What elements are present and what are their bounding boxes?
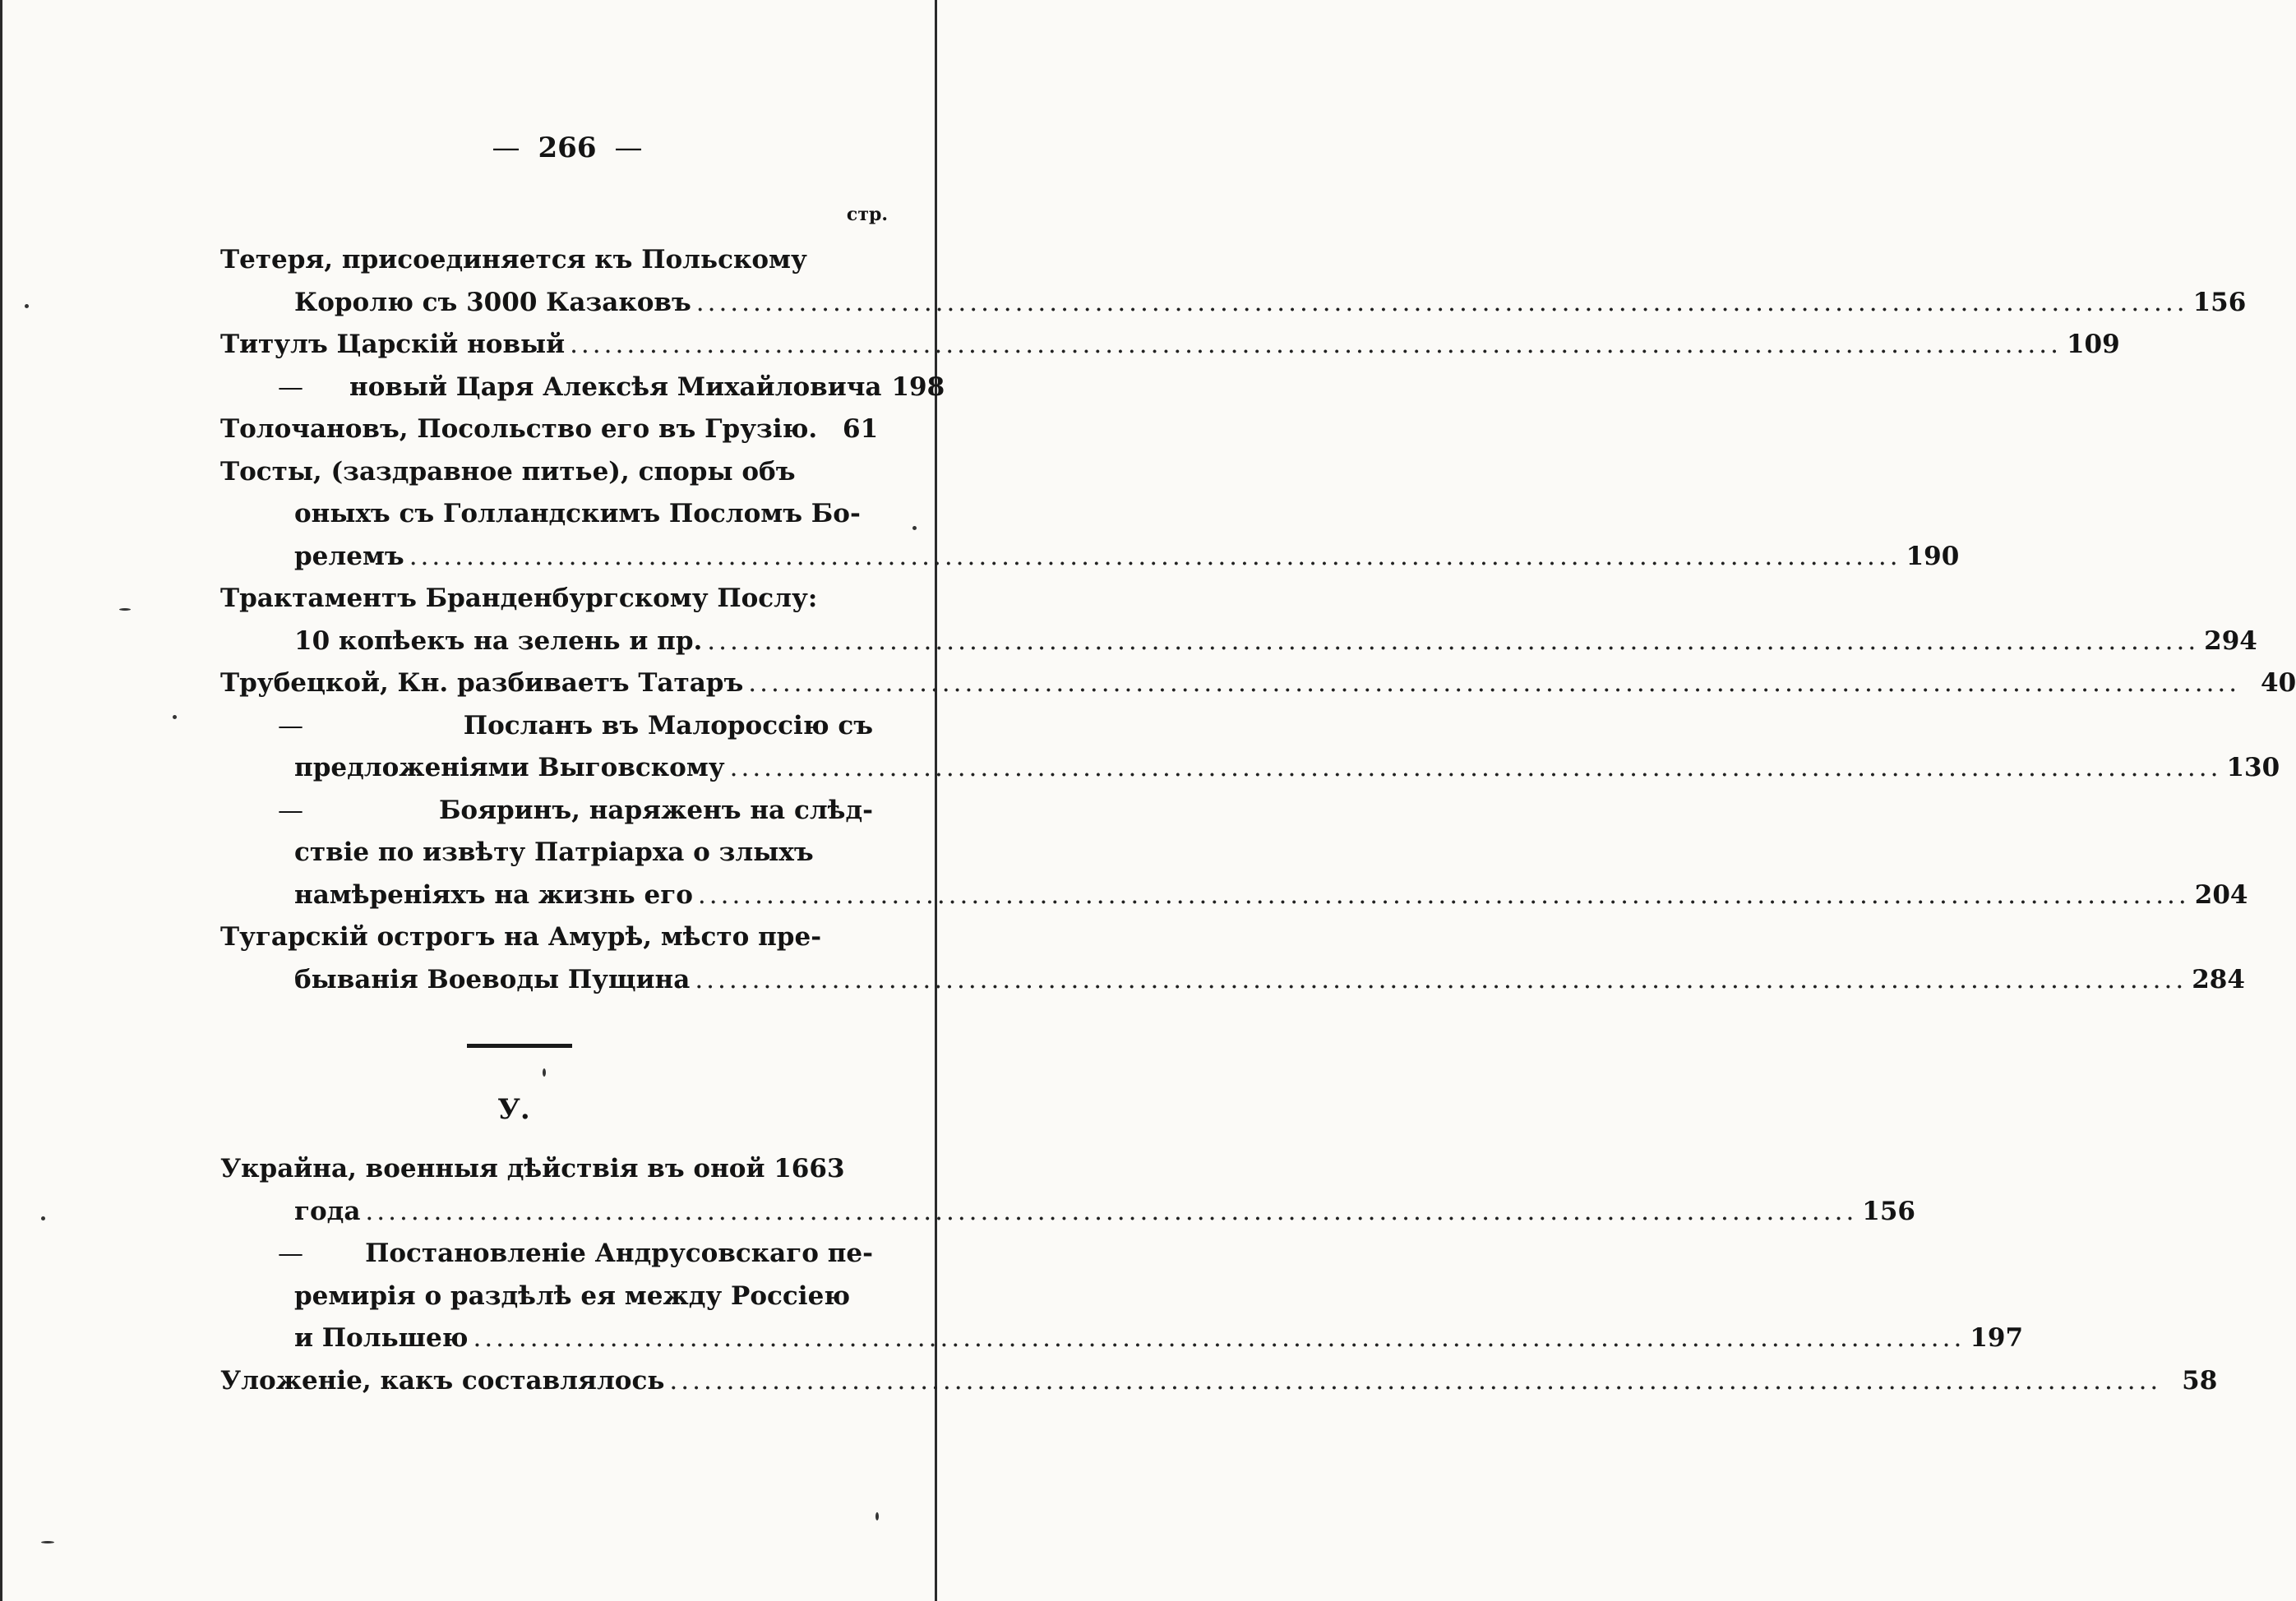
index-line [294, 620, 2257, 662]
index-line-text: Бояринъ, наряженъ на слѣд- [438, 796, 873, 825]
index-line [294, 1275, 873, 1317]
paper-speck [173, 715, 177, 719]
index-line [220, 662, 2296, 704]
page-ref: 156 [1862, 1197, 1916, 1226]
page-ref: 40 [2261, 668, 2296, 698]
index-line [278, 704, 873, 747]
page-ref: 204 [2194, 880, 2248, 910]
index-line-text: и Польшею [294, 1323, 469, 1353]
index-line-text: быванія Воеводы Пущина [294, 965, 691, 994]
page-ref: 130 [2226, 753, 2280, 782]
index-line-text: Украйна, военныя дѣйствія въ оной 1663 [220, 1154, 845, 1183]
paper-speck [912, 526, 917, 530]
page-ref: 190 [1906, 542, 1960, 571]
index-line-text: Тосты, (заздравное питье), споры объ [220, 457, 796, 487]
page-column-label: стр. [846, 204, 888, 225]
page-ref: 109 [2066, 330, 2120, 359]
index-line [294, 874, 2248, 916]
header-dash-right: — [614, 131, 643, 164]
index-line-text: Толочановъ, Посольство его въ Грузію. [220, 414, 818, 444]
section-divider [467, 1044, 572, 1048]
index-line [220, 1359, 2218, 1402]
page-ref: 61 [843, 414, 879, 444]
index-line-text: Посланъ въ Малороссію съ [463, 711, 873, 741]
dot-leader [696, 281, 2188, 324]
paper-speck [41, 1216, 45, 1220]
index-line-text: Трактаментъ Бранденбургскому Послу: [220, 584, 818, 613]
page-ref: 156 [2192, 288, 2247, 317]
ditto-dash: — [278, 1239, 303, 1268]
index-line-text: Титулъ Царскій новый [220, 330, 566, 359]
dot-leader [570, 323, 2062, 366]
dot-leader [695, 958, 2187, 1001]
dot-leader [730, 746, 2222, 789]
paper-speck [119, 608, 131, 611]
index-line [278, 366, 945, 408]
dot-leader [698, 874, 2190, 916]
dot-leader [669, 1359, 2161, 1402]
index-line [294, 1317, 2024, 1359]
index-line-text: Постановленіе Андрусовскаго пе- [365, 1239, 873, 1268]
dot-leader [748, 662, 2240, 704]
index-line-text: Королю съ 3000 Казаковъ [294, 288, 691, 317]
header-dash-left: — [492, 131, 520, 164]
index-line [278, 1232, 873, 1275]
dot-leader [365, 1190, 1857, 1233]
index-line-text: новый Царя Алексѣя Михайловича [349, 372, 882, 402]
section-letter: У. [497, 1093, 530, 1126]
page-ref: 198 [891, 372, 945, 402]
index-line-text: Тугарскій острогъ на Амурѣ, мѣсто пре- [220, 922, 822, 952]
index-line [220, 450, 873, 493]
page-number: 266 [538, 131, 597, 164]
index-line [294, 831, 873, 874]
page-ref: 284 [2192, 965, 2245, 994]
dot-leader [707, 620, 2199, 662]
dot-leader [473, 1317, 1965, 1359]
paper-speck [25, 304, 29, 308]
page-ref: 58 [2182, 1366, 2218, 1396]
index-line [220, 577, 873, 620]
ditto-dash: — [278, 711, 303, 741]
index-line-text: ремирія о раздѣлѣ ея между Россіею [294, 1281, 851, 1311]
index-line [278, 789, 873, 832]
index-line-text: года [294, 1197, 361, 1226]
index-line-text: релемъ [294, 542, 404, 571]
index-line [220, 1147, 873, 1190]
index-line-text: 10 копѣекъ на зелень и пр. [294, 626, 703, 656]
index-line [294, 746, 2280, 789]
index-line [294, 492, 873, 535]
paper-speck [543, 1068, 546, 1077]
index-line [294, 535, 1960, 578]
index-line [220, 408, 879, 450]
ditto-dash: — [278, 372, 303, 402]
index-line [294, 958, 2245, 1001]
dot-leader [409, 535, 1901, 578]
index-line-text: Трубецкой, Кн. разбиваетъ Татаръ [220, 668, 744, 698]
index-line-text: Уложеніе, какъ составлялось [220, 1366, 665, 1396]
index-line [220, 238, 873, 281]
page-ref: 294 [2204, 626, 2257, 656]
index-line-text: предложеніями Выговскому [294, 753, 725, 782]
index-line-text: оныхъ съ Голландскимъ Посломъ Бо- [294, 499, 861, 528]
ditto-dash: — [278, 796, 303, 825]
paper-speck [875, 1512, 879, 1520]
index-line-text: Тетеря, присоединяется къ Польскому [220, 245, 807, 275]
index-line [220, 916, 873, 958]
index-line [294, 281, 2247, 324]
index-line-text: ствіе по извѣту Патріарха о злыхъ [294, 837, 814, 867]
index-line-text: намѣреніяхъ на жизнь его [294, 880, 693, 910]
index-line [220, 323, 2120, 366]
page-ref: 197 [1970, 1323, 2024, 1353]
index-line [294, 1190, 1916, 1233]
paper-speck [41, 1541, 54, 1543]
